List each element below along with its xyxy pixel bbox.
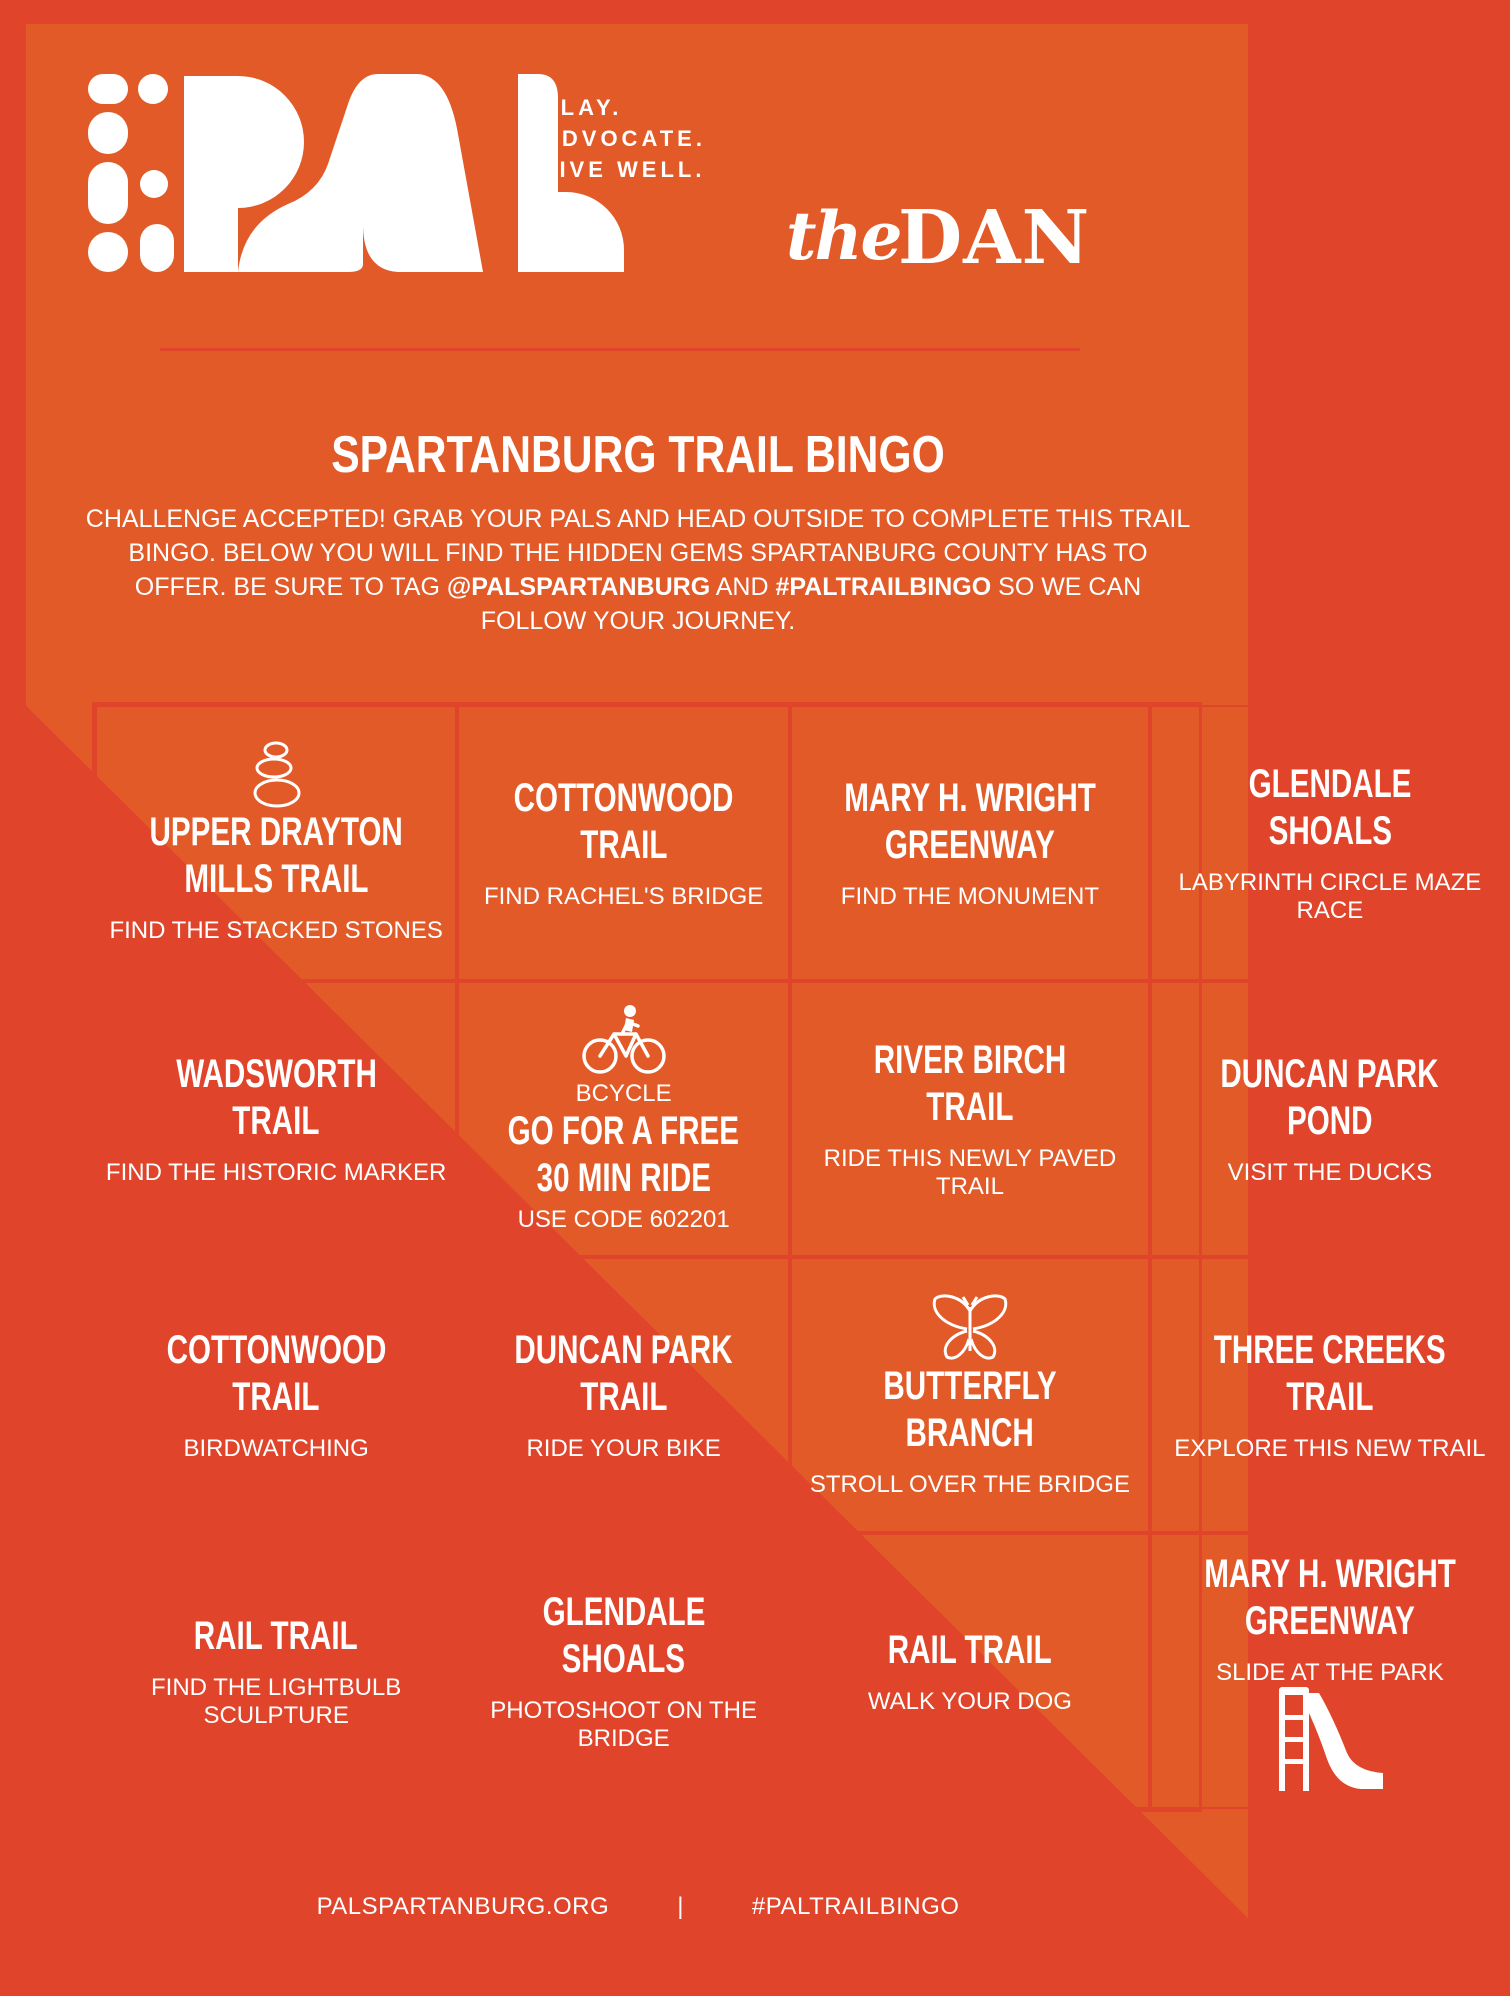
bingo-task: WALK YOUR DOG	[867, 1687, 1072, 1715]
bingo-cell[interactable]	[790, 1257, 1150, 1533]
tagline-line-1: PLAY.	[542, 95, 623, 120]
tagline-line-2: ADVOCATE.	[542, 126, 706, 151]
bingo-cell[interactable]	[1150, 705, 1510, 981]
trail-name: POND	[1287, 1099, 1373, 1143]
bingo-task: STROLL OVER THE BRIDGE	[809, 1471, 1130, 1498]
intro-part-1: CHALLENGE ACCEPTED! GRAB YOUR PALS AND HEAD OUTSIDE TO COMPLETE THIS TRAIL BINGO. BELOW YOU WILL FIND THE HIDDEN GEMS SPARTANBURG COUNTY HAS TO OFFER. BE SURE TO TAG	[85, 505, 1191, 601]
stacked-stones-icon	[251, 741, 301, 809]
bingo-cell[interactable]	[1150, 1257, 1510, 1533]
trail-name: BRANCH	[905, 1411, 1035, 1455]
bingo-task: PHOTOSHOOT ON THE BRIDGE	[490, 1697, 757, 1752]
bingo-task: BIRDWATCHING	[183, 1435, 369, 1462]
bingo-cell[interactable]	[95, 1533, 457, 1809]
trail-name: 30 MIN RIDE	[536, 1156, 711, 1200]
bingo-cell[interactable]	[95, 981, 457, 1257]
instagram-tag: @PALSPARTANBURG	[446, 573, 711, 601]
bingo-cell[interactable]	[790, 981, 1150, 1257]
trail-name: WADSWORTH	[175, 1052, 377, 1096]
trail-name: BUTTERFLY	[883, 1364, 1057, 1408]
trail-name: COTTONWOOD	[513, 776, 734, 820]
trail-name: TRAIL	[580, 1375, 668, 1419]
trail-name: SHOALS	[561, 1637, 686, 1681]
trail-name: GLENDALE	[542, 1590, 706, 1634]
intro-part-3: SO WE CAN FOLLOW YOUR JOURNEY.	[480, 573, 1142, 635]
bcycle-label: BCYCLE	[575, 1080, 672, 1107]
bingo-cell[interactable]	[457, 1257, 790, 1533]
bingo-task: VISIT THE DUCKS	[1227, 1159, 1433, 1186]
trail-name: GREENWAY	[884, 823, 1055, 867]
bingo-cell[interactable]	[457, 705, 790, 981]
bingo-cell[interactable]	[790, 1533, 1150, 1809]
trail-name: TRAIL	[232, 1375, 320, 1419]
trail-name: GLENDALE	[1248, 762, 1412, 806]
trail-name: RAIL TRAIL	[194, 1613, 359, 1658]
hashtag: #PALTRAILBINGO	[775, 573, 992, 601]
trail-name: TRAIL	[580, 823, 668, 867]
bingo-task: FIND THE HISTORIC MARKER	[105, 1159, 447, 1186]
bingo-task: RIDE THIS NEWLY PAVED TRAIL	[823, 1145, 1117, 1200]
bingo-cell[interactable]	[1150, 1533, 1510, 1809]
trail-name: DUNCAN PARK	[1220, 1052, 1439, 1096]
trail-name: TRAIL	[232, 1099, 320, 1143]
butterfly-icon	[931, 1291, 1009, 1363]
trail-name: RAIL TRAIL	[887, 1627, 1052, 1672]
slide-icon	[1275, 1687, 1385, 1791]
trail-name: MILLS TRAIL	[184, 857, 369, 901]
trail-name: MARY H. WRIGHT	[844, 776, 1096, 820]
pal-tagline	[542, 92, 706, 185]
brand-name: DAN	[898, 195, 1091, 281]
page-title: SPARTANBURG TRAIL BINGO	[331, 426, 945, 484]
bingo-task: RIDE YOUR BIKE	[526, 1435, 721, 1462]
trail-name: MARY H. WRIGHT	[1204, 1552, 1456, 1596]
bingo-task: FIND THE LIGHTBULB SCULPTURE	[151, 1673, 402, 1729]
trail-name: TRAIL	[926, 1085, 1014, 1129]
the-dan-logo	[782, 195, 1192, 285]
intro-text	[80, 502, 1196, 638]
footer-hashtag[interactable]: #PALTRAILBINGO	[751, 1893, 960, 1920]
bingo-task: LABYRINTH CIRCLE MAZE RACE	[1178, 869, 1482, 924]
intro-part-2: AND	[710, 573, 776, 601]
trail-name: UPPER DRAYTON	[149, 810, 403, 854]
footer	[0, 1893, 1276, 1921]
website-link[interactable]: PALSPARTANBURG.ORG	[316, 1893, 610, 1920]
trail-name: GO FOR A FREE	[507, 1109, 740, 1153]
bingo-task: FIND RACHEL'S BRIDGE	[483, 883, 764, 910]
bingo-cell[interactable]	[95, 1257, 457, 1533]
trail-name: DUNCAN PARK	[514, 1328, 733, 1372]
bingo-cell[interactable]	[457, 1533, 790, 1809]
bingo-cell[interactable]	[457, 981, 790, 1257]
bingo-task: FIND THE MONUMENT	[840, 883, 1100, 910]
tagline-line-3: LIVE WELL.	[542, 157, 706, 182]
trail-name: THREE CREEKS	[1213, 1328, 1446, 1372]
trail-name: COTTONWOOD	[166, 1328, 387, 1372]
bingo-cell[interactable]	[95, 705, 457, 981]
bingo-task: EXPLORE THIS NEW TRAIL	[1174, 1435, 1486, 1462]
brand-prefix: the	[786, 197, 901, 275]
trail-name: RIVER BIRCH	[873, 1038, 1067, 1082]
bingo-cell[interactable]	[790, 705, 1150, 981]
bicycle-icon	[582, 1004, 666, 1076]
bingo-grid	[92, 702, 1486, 1812]
trail-name: GREENWAY	[1244, 1599, 1415, 1643]
bingo-task: SLIDE AT THE PARK	[1216, 1659, 1444, 1686]
promo-code: USE CODE 602201	[517, 1206, 730, 1233]
header-divider	[160, 348, 1080, 351]
trail-name: TRAIL	[1286, 1375, 1374, 1419]
trail-name: SHOALS	[1268, 809, 1392, 853]
bingo-task: FIND THE STACKED STONES	[109, 917, 443, 944]
bingo-cell[interactable]	[1150, 981, 1510, 1257]
footer-separator: |	[677, 1893, 684, 1920]
